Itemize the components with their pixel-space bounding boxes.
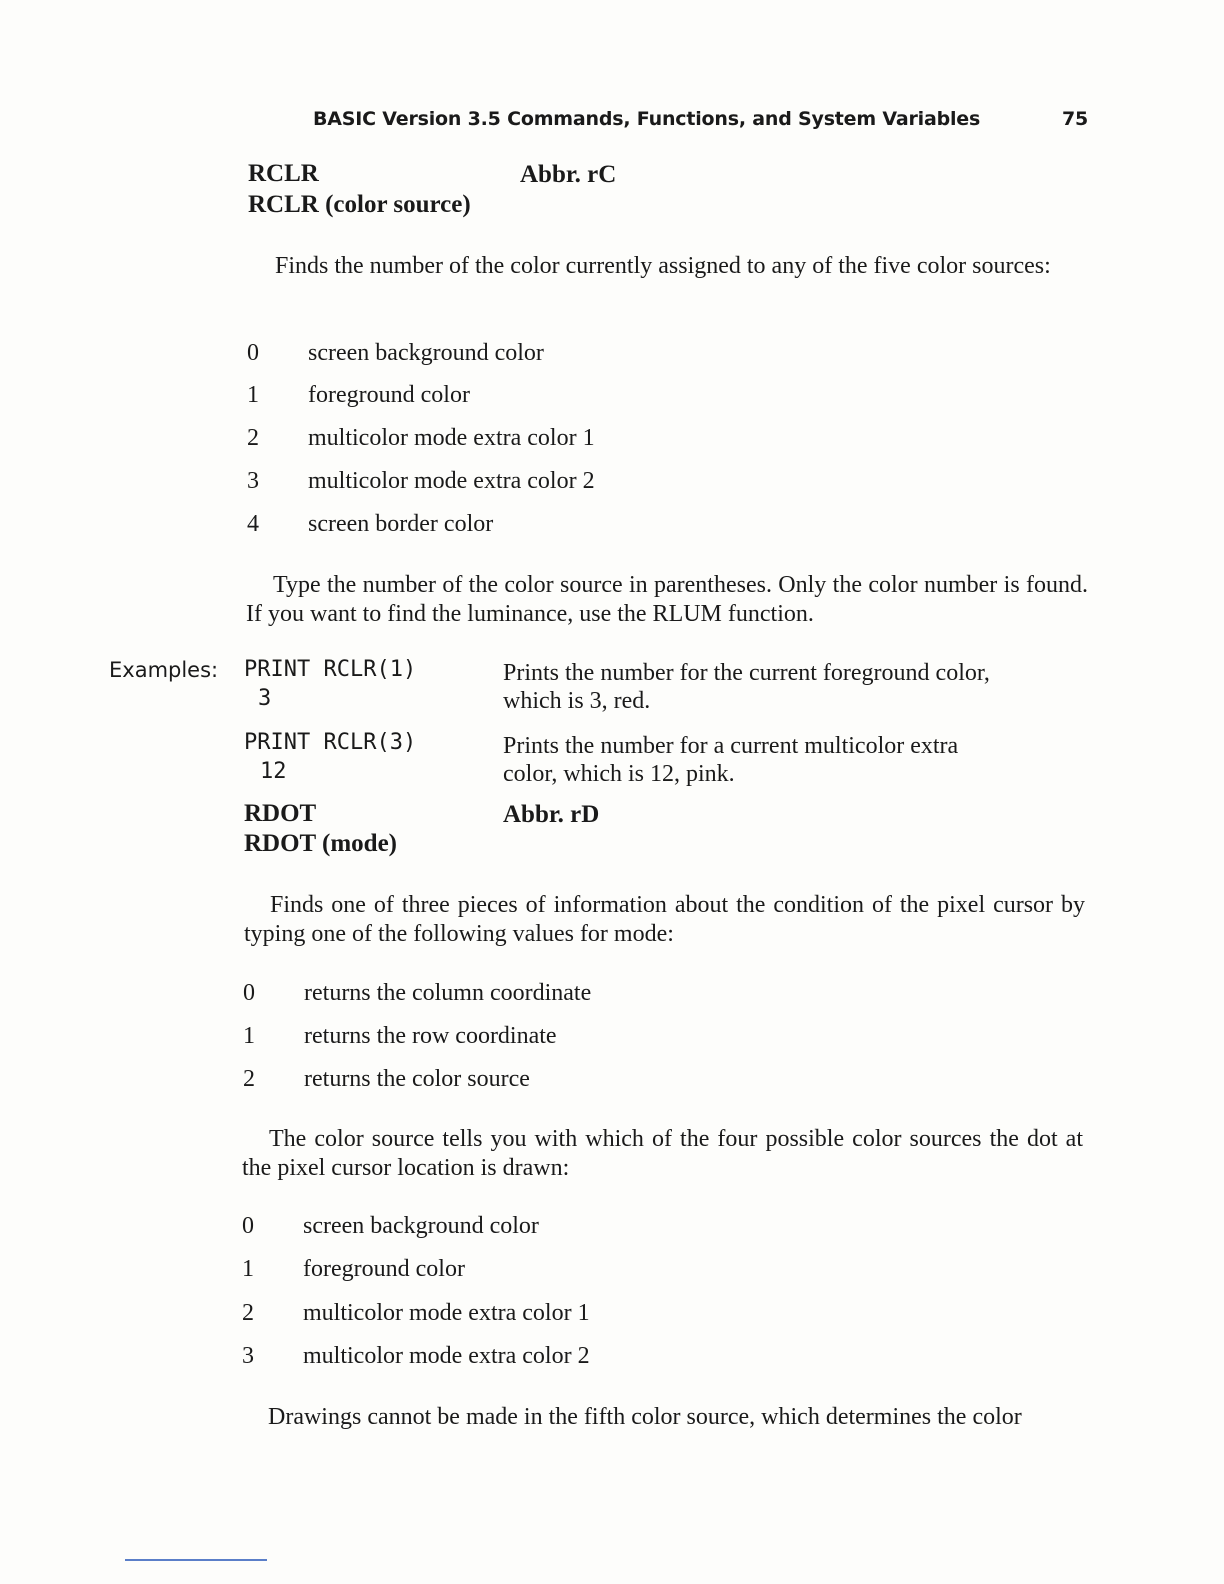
list-item-text: foreground color xyxy=(308,382,470,408)
example-code: PRINT RCLR(3) xyxy=(244,730,417,755)
list-item-text: screen background color xyxy=(303,1213,539,1239)
list-item-number: 1 xyxy=(247,382,259,408)
list-item-number: 3 xyxy=(242,1343,254,1369)
list-item-number: 4 xyxy=(247,511,259,537)
list-item-text: multicolor mode extra color 1 xyxy=(308,425,595,451)
rdot-syntax: RDOT (mode) xyxy=(244,830,398,857)
rclr-syntax: RCLR (color source) xyxy=(248,191,471,218)
list-item-text: returns the color source xyxy=(304,1066,530,1092)
example-description-line: Prints the number for the current foreground color, xyxy=(503,660,990,686)
example-code: PRINT RCLR(1) xyxy=(244,657,417,682)
list-item-number: 2 xyxy=(242,1300,254,1326)
rclr-abbreviation: Abbr. rC xyxy=(520,161,617,188)
list-item-number: 0 xyxy=(243,980,255,1006)
list-item-number: 2 xyxy=(247,425,259,451)
example-description-line: Prints the number for a current multicolor extra xyxy=(503,733,959,759)
list-item-number: 1 xyxy=(243,1023,255,1049)
example-result: 12 xyxy=(260,759,287,784)
running-head: BASIC Version 3.5 Commands, Functions, and System Variables xyxy=(313,108,981,130)
list-item-number: 0 xyxy=(247,340,259,366)
list-item-text: foreground color xyxy=(303,1256,465,1282)
list-item-number: 1 xyxy=(242,1256,254,1282)
rdot-closing-line: Drawings cannot be made in the fifth color source, which determines the color xyxy=(268,1404,1022,1430)
example-result: 3 xyxy=(258,686,272,711)
list-item-text: multicolor mode extra color 2 xyxy=(303,1343,590,1369)
rclr-intro-paragraph: Finds the number of the color currently assigned to any of the five color sources: xyxy=(275,253,1051,279)
rdot-abbreviation: Abbr. rD xyxy=(503,801,600,828)
rdot-command-name: RDOT xyxy=(244,800,317,827)
page-number: 75 xyxy=(1062,108,1089,130)
list-item-text: screen background color xyxy=(308,340,544,366)
list-item-text: returns the column coordinate xyxy=(304,980,592,1006)
rdot-source-paragraph: The color source tells you with which of the four possible color sources the dot at the pixel cursor location is drawn: xyxy=(242,1126,1083,1181)
examples-label: Examples: xyxy=(109,658,219,682)
list-item-number: 2 xyxy=(243,1066,255,1092)
list-item-text: multicolor mode extra color 1 xyxy=(303,1300,590,1326)
footer-rule xyxy=(125,1559,267,1561)
rclr-note-paragraph: Type the number of the color source in parentheses. Only the color number is found. If you want to find the luminance, use the RLUM function. xyxy=(246,572,1088,627)
example-description-line: color, which is 12, pink. xyxy=(503,761,735,787)
rdot-intro-paragraph: Finds one of three pieces of information about the condition of the pixel cursor by typing one of the following values for mode: xyxy=(244,892,1085,947)
list-item-number: 0 xyxy=(242,1213,254,1239)
list-item-number: 3 xyxy=(247,468,259,494)
list-item-text: returns the row coordinate xyxy=(304,1023,557,1049)
list-item-text: screen border color xyxy=(308,511,494,537)
list-item-text: multicolor mode extra color 2 xyxy=(308,468,595,494)
rclr-command-name: RCLR xyxy=(248,160,319,187)
example-description-line: which is 3, red. xyxy=(503,688,651,714)
